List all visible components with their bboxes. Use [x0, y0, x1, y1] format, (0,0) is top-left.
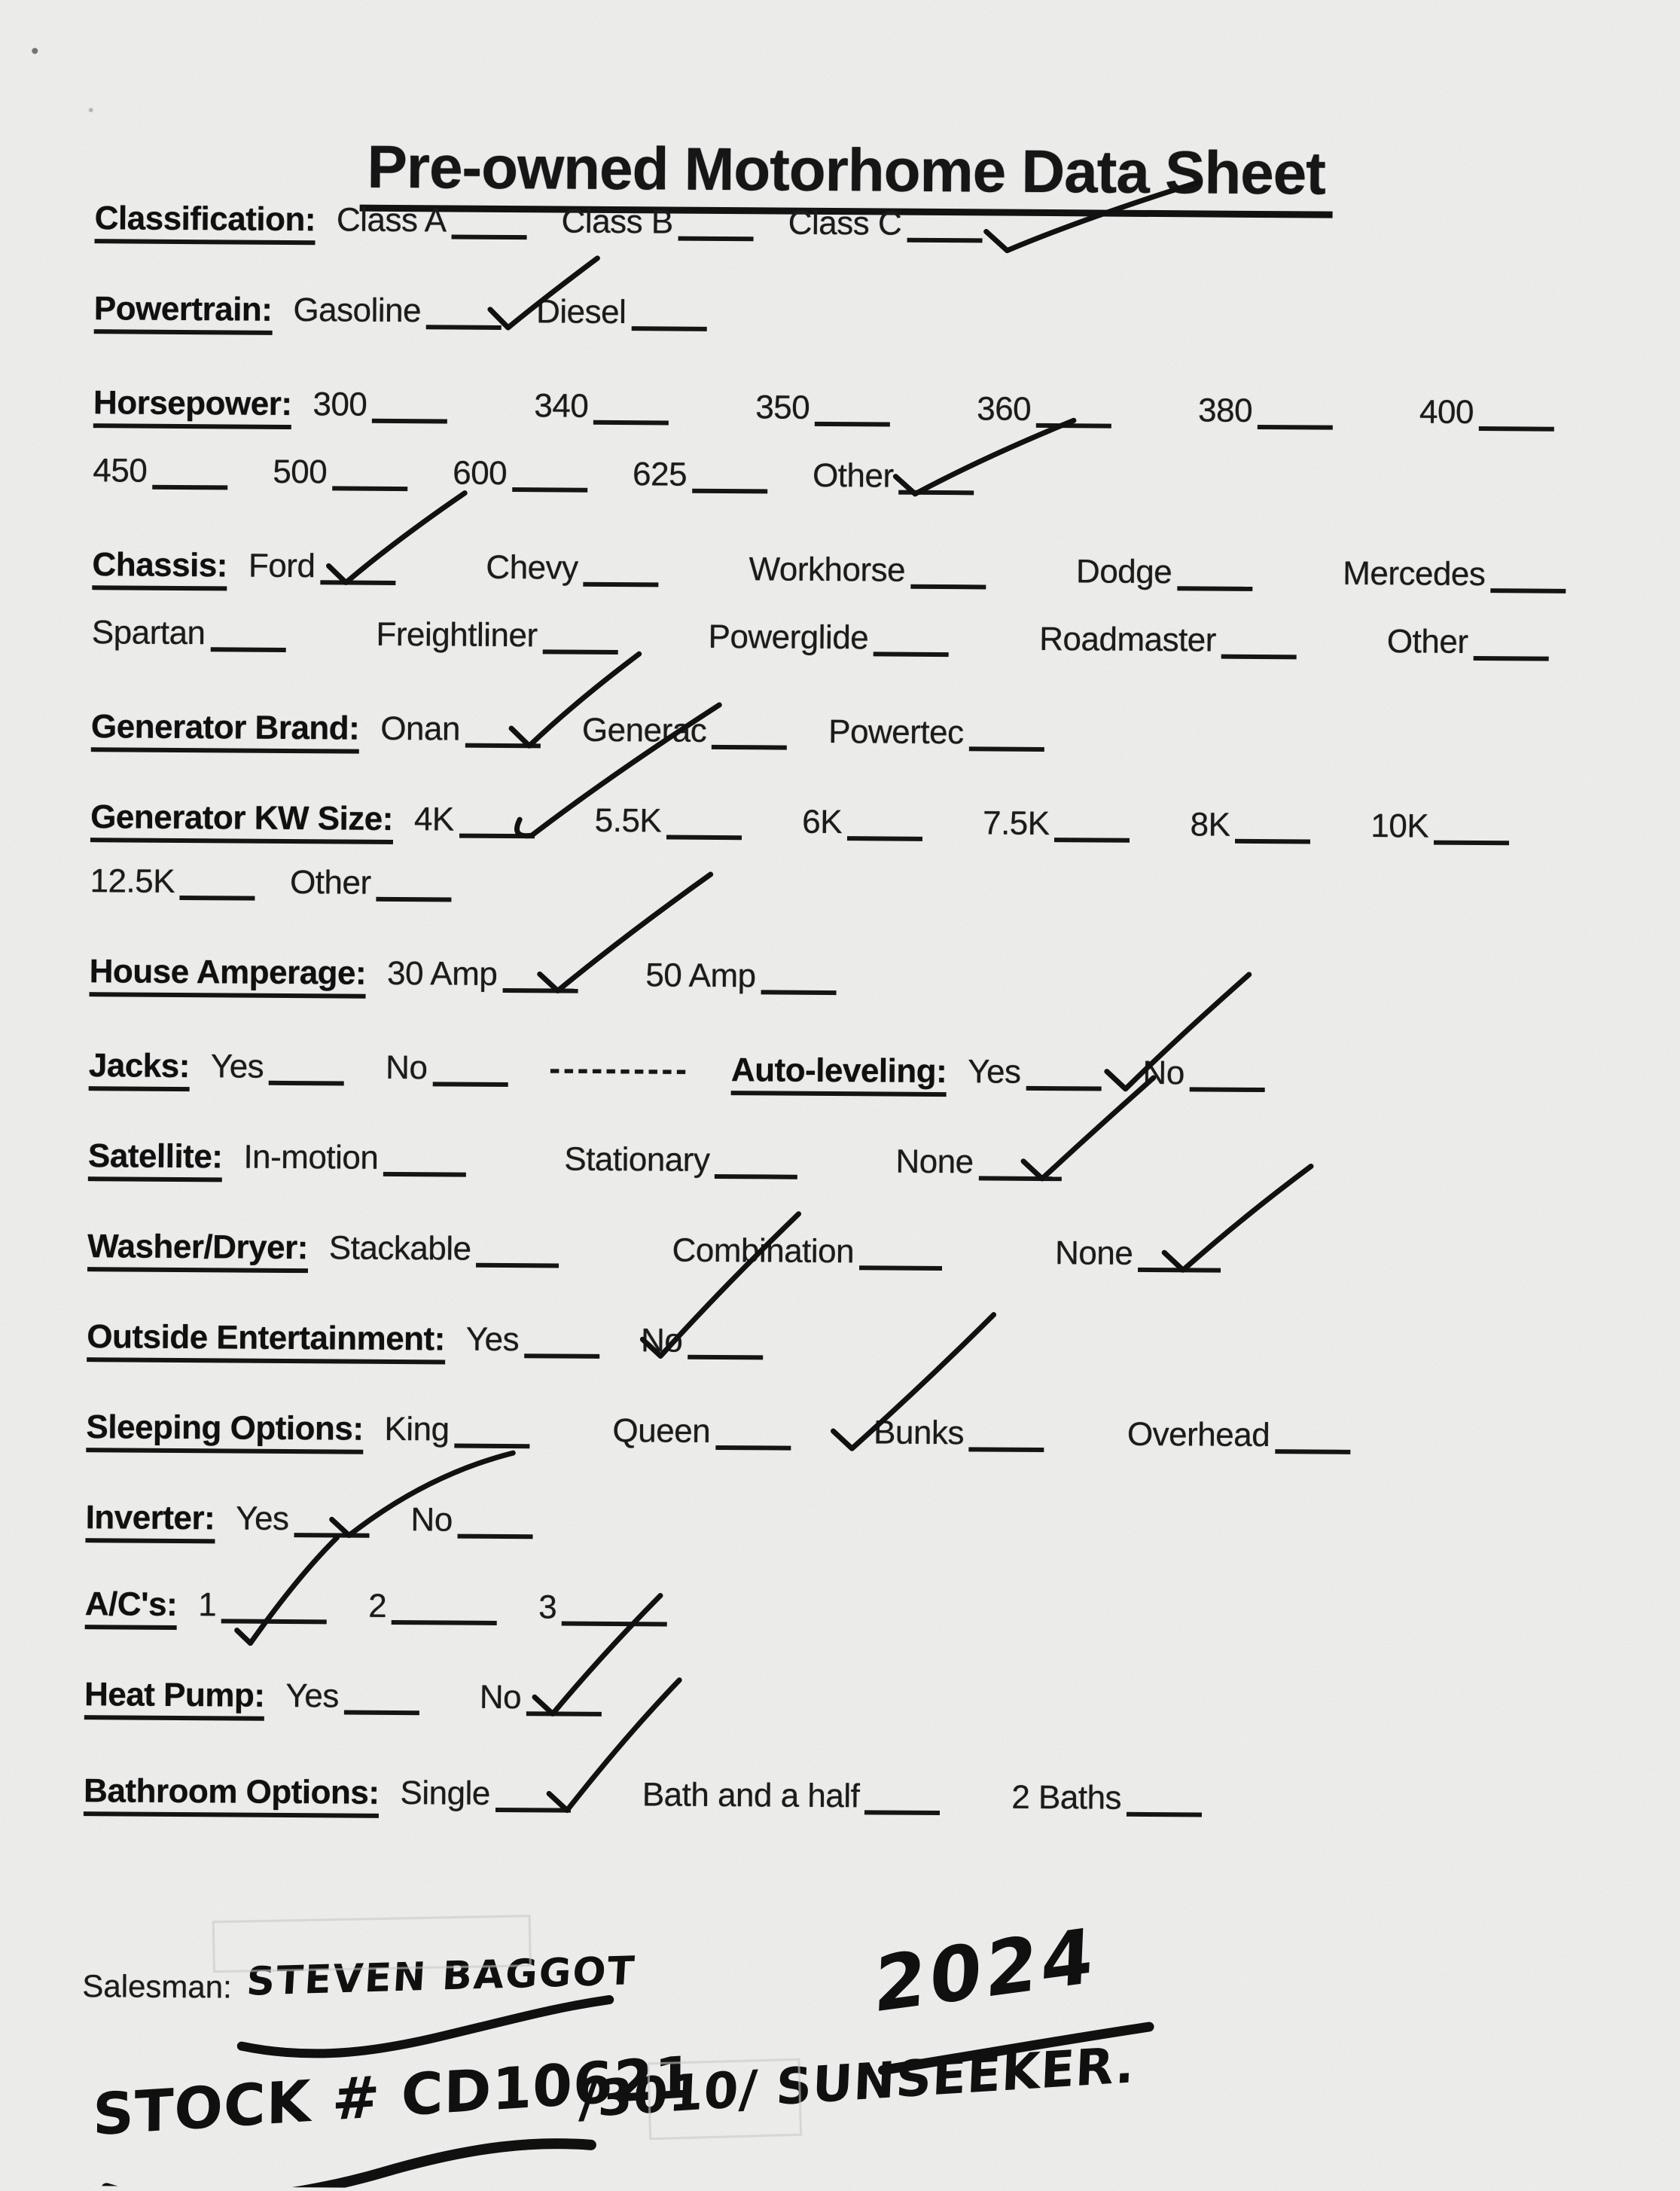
field-label-heat-pump: Heat Pump:	[84, 1676, 265, 1720]
blank-autoleveling-yes	[1026, 1083, 1101, 1091]
blank-class-c	[907, 235, 982, 243]
option-wd-none: None	[1054, 1234, 1133, 1272]
blank-heatpump-yes	[344, 1707, 419, 1716]
blank-oe-yes	[524, 1350, 599, 1359]
blank-generac	[712, 742, 787, 750]
option-12-5k: 12.5K	[90, 862, 175, 900]
blank-hp-400	[1479, 423, 1554, 432]
option-chassis-other: Other	[1386, 623, 1468, 661]
ink-speck-2	[89, 108, 93, 112]
option-5-5k: 5.5K	[594, 801, 662, 840]
field-label-sleeping-options: Sleeping Options:	[86, 1408, 363, 1454]
option-hp-400: 400	[1419, 393, 1474, 431]
blank-roadmaster	[1221, 652, 1297, 660]
option-kw-other: Other	[289, 864, 371, 902]
option-4k: 4K	[413, 801, 454, 838]
blank-overhead	[1275, 1446, 1350, 1454]
option-hp-450: 450	[93, 452, 148, 490]
option-chevy: Chevy	[486, 548, 578, 587]
row-sleeping-options	[86, 1408, 1433, 1461]
option-autoleveling-no: No	[1142, 1054, 1185, 1092]
option-7-5k: 7.5K	[982, 804, 1050, 843]
option-oe-no: No	[640, 1322, 683, 1359]
blank-spartan	[210, 644, 285, 652]
option-ac-2: 2	[368, 1587, 387, 1625]
option-stackable: Stackable	[328, 1229, 471, 1268]
option-king: King	[384, 1410, 450, 1448]
field-label-house-amperage: House Amperage:	[90, 953, 367, 998]
option-hp-380: 380	[1197, 392, 1253, 429]
blank-5-5k	[666, 832, 742, 840]
option-hp-360: 360	[977, 390, 1032, 428]
row-house-amperage	[90, 953, 904, 1002]
option-heatpump-no: No	[479, 1678, 522, 1716]
blank-single	[495, 1805, 571, 1813]
option-hp-625: 625	[632, 456, 688, 493]
blank-king	[454, 1441, 529, 1449]
blank-satellite-none	[978, 1173, 1061, 1181]
option-class-c: Class C	[788, 204, 902, 243]
option-50-amp: 50 Amp	[645, 957, 756, 995]
field-label-washer-dryer: Washer/Dryer:	[87, 1228, 308, 1273]
row-acs	[85, 1585, 709, 1633]
field-label-inverter: Inverter:	[85, 1499, 215, 1543]
page-title: Pre-owned Motorhome Data Sheet	[359, 132, 1333, 218]
option-onan: Onan	[380, 709, 461, 748]
blank-ford	[320, 577, 395, 585]
option-hp-other: Other	[812, 456, 894, 495]
option-dodge: Dodge	[1075, 553, 1172, 591]
blank-8k	[1235, 836, 1310, 844]
field-label-auto-leveling: Auto-leveling:	[731, 1051, 947, 1097]
field-label-bathroom-options: Bathroom Options:	[84, 1772, 380, 1817]
option-10k: 10K	[1371, 807, 1429, 845]
option-ford: Ford	[248, 547, 316, 585]
handwritten-year: 2024	[872, 1910, 1099, 2031]
blank-chassis-other	[1473, 653, 1548, 661]
row-outside-entertainment	[87, 1318, 804, 1366]
field-label-jacks: Jacks:	[89, 1047, 190, 1091]
handwritten-salesman-name: STEVEN BAGGOT	[245, 1948, 637, 2005]
option-mercedes: Mercedes	[1343, 554, 1486, 594]
option-generac: Generac	[581, 711, 707, 749]
option-heatpump-yes: Yes	[285, 1677, 339, 1715]
blank-kw-other	[376, 894, 451, 902]
blank-30-amp	[502, 985, 578, 993]
row-washer-dryer	[87, 1228, 1334, 1280]
blank-2-baths	[1127, 1809, 1202, 1817]
row-satellite	[88, 1137, 1160, 1189]
blank-bunks	[969, 1444, 1044, 1452]
blank-ac-1	[221, 1616, 327, 1624]
handwritten-model: /3010/ SUNSEEKER.	[578, 2035, 1136, 2129]
option-oe-yes: Yes	[465, 1320, 520, 1359]
field-label-outside-entertainment: Outside Entertainment:	[87, 1318, 445, 1364]
row-powertrain	[94, 290, 742, 338]
blank-hp-500	[332, 483, 407, 491]
blank-hp-340	[593, 417, 669, 426]
option-class-b: Class B	[561, 203, 673, 241]
option-stationary: Stationary	[564, 1140, 710, 1179]
blank-in-motion	[383, 1169, 466, 1177]
blank-hp-450	[152, 482, 227, 490]
row-chassis	[92, 546, 1656, 600]
field-label-chassis: Chassis:	[92, 546, 227, 590]
blank-diesel	[631, 323, 706, 331]
option-30-amp: 30 Amp	[386, 954, 498, 993]
blank-hp-625	[692, 486, 767, 494]
option-6k: 6K	[802, 803, 843, 841]
blank-class-a	[451, 231, 526, 240]
option-bath-and-a-half: Bath and a half	[642, 1776, 860, 1815]
blank-ac-2	[392, 1617, 497, 1625]
blank-combination	[859, 1262, 942, 1271]
salesman-label: Salesman:	[82, 1968, 232, 2005]
option-in-motion: In-motion	[243, 1138, 379, 1176]
option-inverter-yes: Yes	[236, 1500, 289, 1538]
blank-ac-3	[562, 1619, 667, 1627]
option-freightliner: Freightliner	[376, 615, 538, 655]
row-bathroom-options	[84, 1772, 1273, 1824]
row-generator-kw-cont	[90, 862, 486, 903]
option-hp-340: 340	[534, 387, 589, 425]
option-hp-350: 350	[755, 389, 810, 426]
blank-gasoline	[426, 322, 502, 330]
option-class-a: Class A	[336, 201, 447, 240]
option-queen: Queen	[612, 1412, 711, 1450]
blank-freightliner	[542, 646, 617, 655]
option-roadmaster: Roadmaster	[1039, 620, 1217, 659]
field-label-classification: Classification:	[94, 200, 316, 245]
option-powerglide: Powerglide	[708, 618, 869, 657]
blank-12-5k	[180, 893, 255, 901]
blank-50-amp	[761, 987, 836, 995]
blank-autoleveling-no	[1190, 1084, 1265, 1092]
option-autoleveling-yes: Yes	[968, 1053, 1021, 1091]
blank-7-5k	[1054, 835, 1130, 843]
option-spartan: Spartan	[91, 614, 206, 652]
blank-queen	[715, 1442, 791, 1451]
underline-salesman-name	[242, 1997, 610, 2056]
blank-onan	[465, 740, 541, 749]
option-hp-500: 500	[273, 453, 328, 491]
field-label-generator-brand: Generator Brand:	[91, 708, 360, 753]
option-8k: 8K	[1190, 806, 1230, 844]
option-bunks: Bunks	[873, 1414, 965, 1452]
blank-bath-and-a-half	[864, 1807, 940, 1815]
option-combination: Combination	[672, 1231, 855, 1271]
blank-hp-360	[1036, 420, 1111, 429]
blank-stackable	[476, 1260, 559, 1268]
option-single: Single	[400, 1774, 490, 1812]
blank-jacks-yes	[269, 1078, 344, 1086]
blank-powerglide	[874, 648, 949, 657]
blank-hp-other	[898, 487, 974, 496]
row-classification	[94, 200, 1017, 249]
field-label-generator-kw: Generator KW Size:	[90, 798, 393, 844]
row-jacks-autoleveling	[89, 1047, 1306, 1099]
blank-inverter-yes	[294, 1530, 369, 1538]
blank-wd-none	[1138, 1265, 1221, 1273]
blank-hp-380	[1258, 422, 1333, 430]
blank-stationary	[715, 1171, 797, 1179]
handwritten-stock-number: STOCK # CD10621	[92, 2043, 695, 2149]
option-ac-1: 1	[198, 1586, 217, 1624]
option-workhorse: Workhorse	[749, 551, 906, 589]
row-horsepower	[93, 384, 1641, 438]
blank-dodge	[1177, 583, 1252, 591]
blank-4k	[459, 831, 535, 839]
blank-mercedes	[1490, 585, 1566, 594]
blank-oe-no	[688, 1352, 763, 1360]
option-hp-300: 300	[313, 386, 367, 423]
blank-workhorse	[910, 581, 986, 590]
row-chassis-cont	[92, 614, 1639, 663]
option-powertec: Powertec	[828, 713, 964, 752]
field-label-satellite: Satellite:	[88, 1137, 223, 1182]
blank-chevy	[583, 579, 658, 587]
underline-stock-number	[106, 2141, 591, 2191]
option-hp-600: 600	[453, 454, 508, 493]
row-generator-kw	[90, 798, 1569, 852]
blank-jacks-no	[432, 1079, 508, 1087]
blank-10k	[1434, 838, 1509, 846]
blank-heatpump-no	[526, 1708, 602, 1716]
ink-speck	[32, 48, 38, 54]
row-inverter	[85, 1499, 574, 1546]
option-gasoline: Gasoline	[293, 291, 422, 330]
blank-hp-600	[512, 484, 587, 493]
option-overhead: Overhead	[1127, 1415, 1270, 1454]
option-diesel: Diesel	[535, 293, 627, 331]
option-ac-3: 3	[538, 1588, 557, 1626]
blank-powertec	[968, 743, 1044, 752]
blank-6k	[847, 833, 922, 841]
row-heat-pump	[84, 1676, 662, 1723]
dash-separator: ----------	[549, 1050, 691, 1088]
option-inverter-no: No	[410, 1501, 453, 1539]
field-label-powertrain: Powertrain:	[94, 290, 273, 334]
option-jacks-yes: Yes	[210, 1048, 264, 1085]
blank-hp-300	[372, 416, 447, 424]
option-satellite-none: None	[895, 1143, 974, 1181]
blank-class-b	[678, 233, 754, 242]
field-label-acs: A/C's:	[85, 1585, 178, 1629]
row-horsepower-cont	[93, 452, 1020, 496]
option-jacks-no: No	[385, 1048, 428, 1087]
field-label-horsepower: Horsepower:	[93, 384, 292, 429]
option-2-baths: 2 Baths	[1011, 1778, 1122, 1817]
row-generator-brand	[91, 708, 1086, 758]
blank-hp-350	[815, 419, 890, 427]
blank-inverter-no	[458, 1531, 533, 1539]
